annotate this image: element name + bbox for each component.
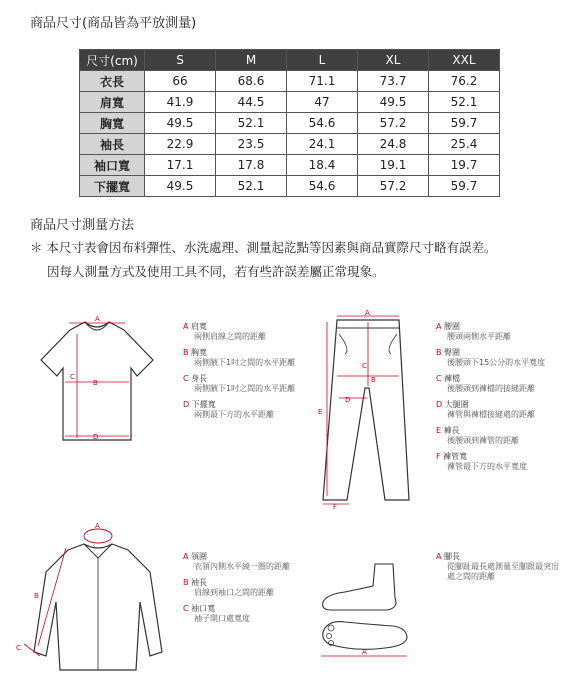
table-row [80,113,500,134]
legend-item [436,426,566,446]
pants-diagram [305,310,430,510]
legend-key: B [436,348,442,357]
label-b: B [93,379,98,387]
table-cell: 47 [287,92,358,113]
legend-name: 褲管寬 [443,452,468,461]
label-a: A [365,310,370,317]
label-a: A [362,648,367,656]
label-d: D [93,433,99,441]
legend-item [183,322,303,342]
label-b: B [34,592,39,600]
legend-desc: 兩側最下方的水平距離 [194,410,274,419]
table-row [80,155,500,176]
legend-desc: 後腰頭下15公分的水平寬度 [447,358,546,367]
legend-name: 大腿圍 [444,400,469,409]
tshirt-diagram [25,312,175,450]
label-a: A [95,522,100,530]
table-cell: 68.6 [216,71,287,92]
long-sleeve-legend [183,552,313,630]
legend-item [183,552,313,572]
size-header: M [216,50,287,71]
table-cell: 52.1 [429,92,500,113]
legend-name: 袖長 [191,578,208,587]
legend-item [436,552,560,582]
label-b: B [371,376,376,384]
table-cell: 25.4 [429,134,500,155]
legend-desc: 從腳趾最長處測量至腳跟最突出處之間的距離 [447,562,559,581]
legend-item [183,578,313,598]
legend-name: 臀圍 [444,348,461,357]
legend-name: 身長 [191,374,208,383]
table-row [80,176,500,197]
table-row [80,92,500,113]
legend-desc: 褲管最下方的水平寬度 [447,462,527,471]
label-a: A [95,315,100,323]
table-cell: 59.7 [429,176,500,197]
legend-item [436,322,566,342]
table-cell: 52.1 [216,113,287,134]
table-cell: 57.2 [358,176,429,197]
legend-key: B [183,348,189,357]
table-cell: 52.1 [216,176,287,197]
measure-method-title: 商品尺寸測量方法 [30,218,135,233]
tshirt-legend [183,322,303,426]
pants-legend [436,322,566,478]
size-header: XL [358,50,429,71]
table-row [80,71,500,92]
size-header: XXL [429,50,500,71]
table-cell: 49.5 [358,92,429,113]
size-header: S [145,50,216,71]
legend-item [183,374,303,394]
legend-name: 肩寬 [191,322,208,331]
legend-desc: 袖子開口處寬度 [194,614,250,623]
legend-desc: 肩線到袖口之間的距離 [194,588,274,597]
legend-item [183,604,313,624]
legend-key: A [183,322,189,331]
legend-item [436,348,566,368]
legend-key: E [436,426,442,435]
row-label: 袖長 [80,134,145,155]
legend-name: 袖口寬 [191,604,216,613]
row-label: 肩寬 [80,92,145,113]
table-row [80,134,500,155]
legend-key: D [183,400,190,409]
legend-desc: 衣領內側水平繞一圈的距離 [194,562,290,571]
table-cell: 17.1 [145,155,216,176]
label-c: C [70,373,75,381]
legend-desc: 腰頭兩側水平距離 [447,332,511,341]
legend-desc: 褲管與褲檔接縫處的距離 [447,410,535,419]
legend-item [436,374,566,394]
legend-name: 下擺寬 [191,400,216,409]
legend-desc: 兩側腋下1吋之間的水平距離 [194,358,296,367]
size-table-title: 商品尺寸(商品皆為平放測量) [30,16,197,31]
foot-diagram [315,560,415,668]
size-header: L [287,50,358,71]
table-cell: 24.1 [287,134,358,155]
legend-item [436,452,566,472]
legend-key: A [436,322,442,331]
table-cell: 73.7 [358,71,429,92]
table-cell: 44.5 [216,92,287,113]
legend-desc: 後腰頭到褲檔的接縫距離 [447,384,535,393]
table-cell: 24.8 [358,134,429,155]
legend-key: A [183,552,189,561]
table-corner-label: 尺寸(cm) [80,50,145,71]
table-cell: 49.5 [145,113,216,134]
label-d: D [345,396,351,404]
row-label: 袖口寬 [80,155,145,176]
label-f: F [333,503,338,510]
legend-name: 褲長 [443,426,460,435]
table-cell: 59.7 [429,113,500,134]
legend-desc: 兩側腋下1吋之間的水平距離 [194,384,296,393]
legend-name: 腳長 [444,552,461,561]
table-cell: 66 [145,71,216,92]
legend-name: 領圍 [191,552,208,561]
note-line-1: ＊ 本尺寸表會因布料彈性、水洗處理、測量起訖點等因素與商品實際尺寸略有誤差。 [30,240,497,255]
table-cell: 76.2 [429,71,500,92]
legend-name: 褲檔 [444,374,461,383]
legend-key: F [436,452,441,461]
size-table-header [80,50,500,71]
legend-desc: 後腰頭到褲管的距離 [447,436,519,445]
legend-key: D [436,400,443,409]
legend-key: A [436,552,442,561]
row-label: 胸寬 [80,113,145,134]
table-cell: 57.2 [358,113,429,134]
table-cell: 71.1 [287,71,358,92]
legend-key: C [183,374,189,383]
label-c: C [362,362,367,370]
table-cell: 19.7 [429,155,500,176]
table-cell: 23.5 [216,134,287,155]
long-sleeve-shirt-diagram [10,522,170,672]
foot-legend [436,552,560,588]
table-cell: 18.4 [287,155,358,176]
label-e: E [318,408,323,416]
legend-item [436,400,566,420]
legend-key: B [183,578,189,587]
table-cell: 41.9 [145,92,216,113]
row-label: 衣長 [80,71,145,92]
legend-desc: 兩側肩線之間的距離 [194,332,266,341]
legend-key: C [436,374,442,383]
note-line-2: 因每人測量方式及使用工具不同，若有些許誤差屬正常現象。 [47,264,385,279]
label-c: C [16,644,21,652]
legend-key: C [183,604,189,613]
row-label: 下擺寬 [80,176,145,197]
table-cell: 54.6 [287,113,358,134]
legend-item [183,400,303,420]
table-cell: 54.6 [287,176,358,197]
size-table [79,49,500,197]
table-cell: 22.9 [145,134,216,155]
legend-name: 腰圍 [444,322,461,331]
table-cell: 49.5 [145,176,216,197]
table-cell: 19.1 [358,155,429,176]
legend-item [183,348,303,368]
legend-name: 胸寬 [191,348,208,357]
table-cell: 17.8 [216,155,287,176]
